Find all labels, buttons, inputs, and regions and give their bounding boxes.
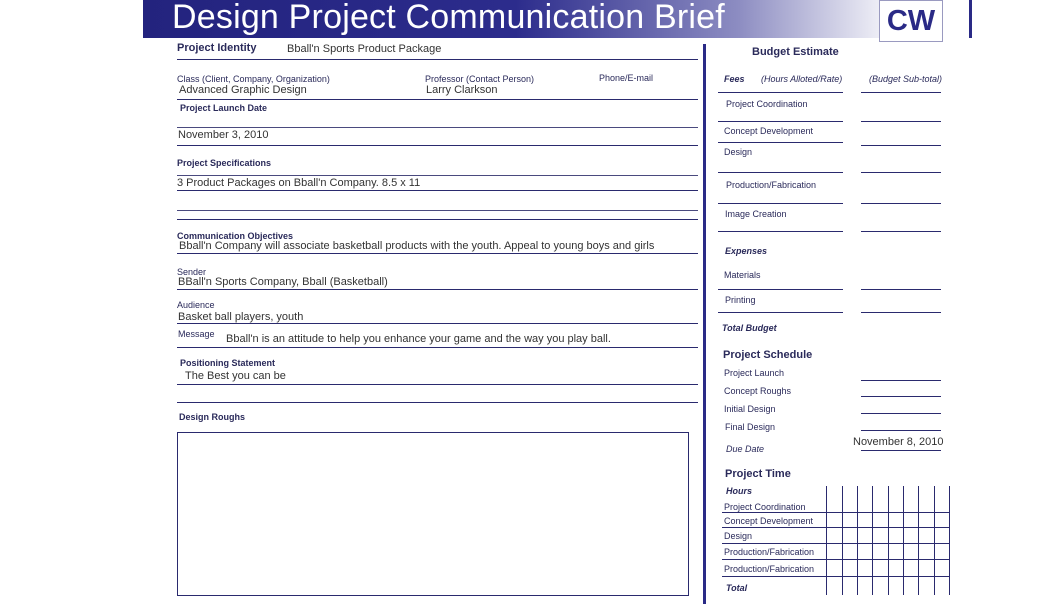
- message-label: Message: [178, 329, 215, 339]
- schedule-title: Project Schedule: [723, 349, 813, 361]
- fee-item-image-creation: Image Creation: [725, 209, 787, 219]
- launch-date-value[interactable]: November 3, 2010: [178, 129, 269, 141]
- specifications-label: Project Specifications: [177, 158, 272, 168]
- rule-fees-left: [718, 92, 843, 93]
- grid-col-line: [872, 486, 873, 595]
- project-identity-label: Project Identity: [177, 42, 257, 54]
- rule-audience: [177, 323, 698, 324]
- rule-launch-top: [177, 127, 698, 128]
- rule-positioning-2: [177, 402, 698, 403]
- rule-specs-2: [177, 210, 698, 211]
- cw-logo: CW: [879, 0, 943, 42]
- launch-date-label: Project Launch Date: [180, 103, 268, 113]
- time-item-design: Design: [724, 531, 753, 541]
- schedule-item-roughs: Concept Roughs: [724, 386, 792, 396]
- rule-specs-top: [177, 175, 698, 176]
- positioning-label: Positioning Statement: [180, 358, 276, 368]
- rule-sched-4: [861, 430, 941, 431]
- audience-label: Audience: [177, 300, 215, 310]
- grid-col-line: [888, 486, 889, 595]
- time-item-production-2: Production/Fabrication: [724, 564, 815, 574]
- design-roughs-label: Design Roughs: [179, 412, 246, 422]
- message-value[interactable]: Bball'n is an attitude to help you enhance your game and the way you play ball.: [226, 333, 611, 345]
- objectives-label: Communication Objectives: [177, 231, 294, 241]
- schedule-item-final: Final Design: [725, 422, 776, 432]
- rule-objectives: [177, 253, 698, 254]
- grid-col-line: [857, 486, 858, 595]
- time-total-label: Total: [726, 583, 748, 593]
- sender-value[interactable]: BBall'n Sports Company, Bball (Basketball): [178, 276, 388, 288]
- time-item-coordination: Project Coordination: [724, 502, 806, 512]
- grid-row-line: [722, 559, 950, 560]
- expense-item-printing: Printing: [725, 295, 756, 305]
- rule-launch: [177, 145, 698, 146]
- specifications-value[interactable]: 3 Product Packages on Bball'n Company. 8.5 x 11: [177, 177, 421, 189]
- grid-col-line: [842, 486, 843, 595]
- rule-fee-2-right: [861, 145, 941, 146]
- design-roughs-box[interactable]: [177, 432, 689, 596]
- schedule-item-launch: Project Launch: [724, 368, 785, 378]
- fee-item-production: Production/Fabrication: [726, 180, 817, 190]
- grid-col-line: [903, 486, 904, 595]
- fee-item-design: Design: [724, 147, 753, 157]
- rule-class: [177, 99, 698, 100]
- rule-fee-1-right: [861, 121, 941, 122]
- hours-label: Hours: [726, 486, 753, 496]
- time-item-concept: Concept Development: [724, 516, 814, 526]
- grid-row-line: [722, 576, 950, 577]
- rule-sender: [177, 289, 698, 290]
- rule-fees-right: [861, 92, 941, 93]
- rule-exp-2-right: [861, 312, 941, 313]
- audience-value[interactable]: Basket ball players, youth: [178, 311, 304, 323]
- total-budget-label: Total Budget: [722, 323, 777, 333]
- positioning-value[interactable]: The Best you can be: [185, 370, 286, 382]
- sender-label: Sender: [177, 267, 207, 277]
- banner-edge: [969, 0, 972, 38]
- rule-fee-3-left: [718, 172, 843, 173]
- expenses-label: Expenses: [725, 246, 768, 256]
- hours-rate-label: (Hours Alloted/Rate): [761, 74, 843, 84]
- rule-specs: [177, 190, 698, 191]
- grid-col-line: [934, 486, 935, 595]
- grid-col-line: [826, 486, 827, 595]
- rule-fee-1-left: [718, 121, 843, 122]
- rule-identity: [177, 59, 698, 60]
- rule-exp-1-left: [718, 289, 843, 290]
- subtotal-label: (Budget Sub-total): [869, 74, 943, 84]
- fee-item-concept-development: Concept Development: [724, 126, 814, 136]
- grid-col-line: [949, 486, 950, 595]
- grid-col-line: [918, 486, 919, 595]
- rule-fee-4-right: [861, 203, 941, 204]
- class-value[interactable]: Advanced Graphic Design: [179, 84, 307, 96]
- rule-exp-1-right: [861, 289, 941, 290]
- due-date-value[interactable]: November 8, 2010: [853, 436, 944, 448]
- page-title: Design Project Communication Brief: [172, 0, 725, 36]
- rule-due-date: [861, 450, 941, 451]
- project-identity-value[interactable]: Bball'n Sports Product Package: [287, 43, 442, 55]
- rule-specs-3: [177, 219, 698, 220]
- rule-exp-2-left: [718, 312, 843, 313]
- rule-sched-2: [861, 396, 941, 397]
- fee-item-project-coordination: Project Coordination: [726, 99, 808, 109]
- time-title: Project Time: [725, 468, 791, 480]
- rule-fee-3-right: [861, 172, 941, 173]
- professor-label: Professor (Contact Person): [425, 74, 535, 84]
- rule-positioning: [177, 384, 698, 385]
- due-date-label: Due Date: [726, 444, 765, 454]
- rule-fee-5-left: [718, 231, 843, 232]
- rule-fee-4-left: [718, 203, 843, 204]
- rule-fee-5-right: [861, 231, 941, 232]
- professor-value[interactable]: Larry Clarkson: [426, 84, 498, 96]
- grid-row-line: [722, 527, 950, 528]
- grid-row-line: [722, 543, 950, 544]
- schedule-item-initial: Initial Design: [724, 404, 776, 414]
- objectives-value[interactable]: Bball'n Company will associate basketball products with the youth. Appeal to young boys and girls: [179, 240, 655, 252]
- fees-label: Fees: [724, 74, 745, 84]
- rule-message: [177, 347, 698, 348]
- rule-sched-3: [861, 413, 941, 414]
- phone-label: Phone/E-mail: [599, 73, 654, 83]
- rule-fee-2-left: [718, 142, 843, 143]
- column-divider: [703, 44, 706, 604]
- rule-sched-1: [861, 380, 941, 381]
- expense-item-materials: Materials: [724, 270, 761, 280]
- budget-title: Budget Estimate: [752, 46, 839, 58]
- class-label: Class (Client, Company, Organization): [177, 74, 330, 84]
- time-item-production-1: Production/Fabrication: [724, 547, 815, 557]
- grid-row-line: [722, 512, 950, 513]
